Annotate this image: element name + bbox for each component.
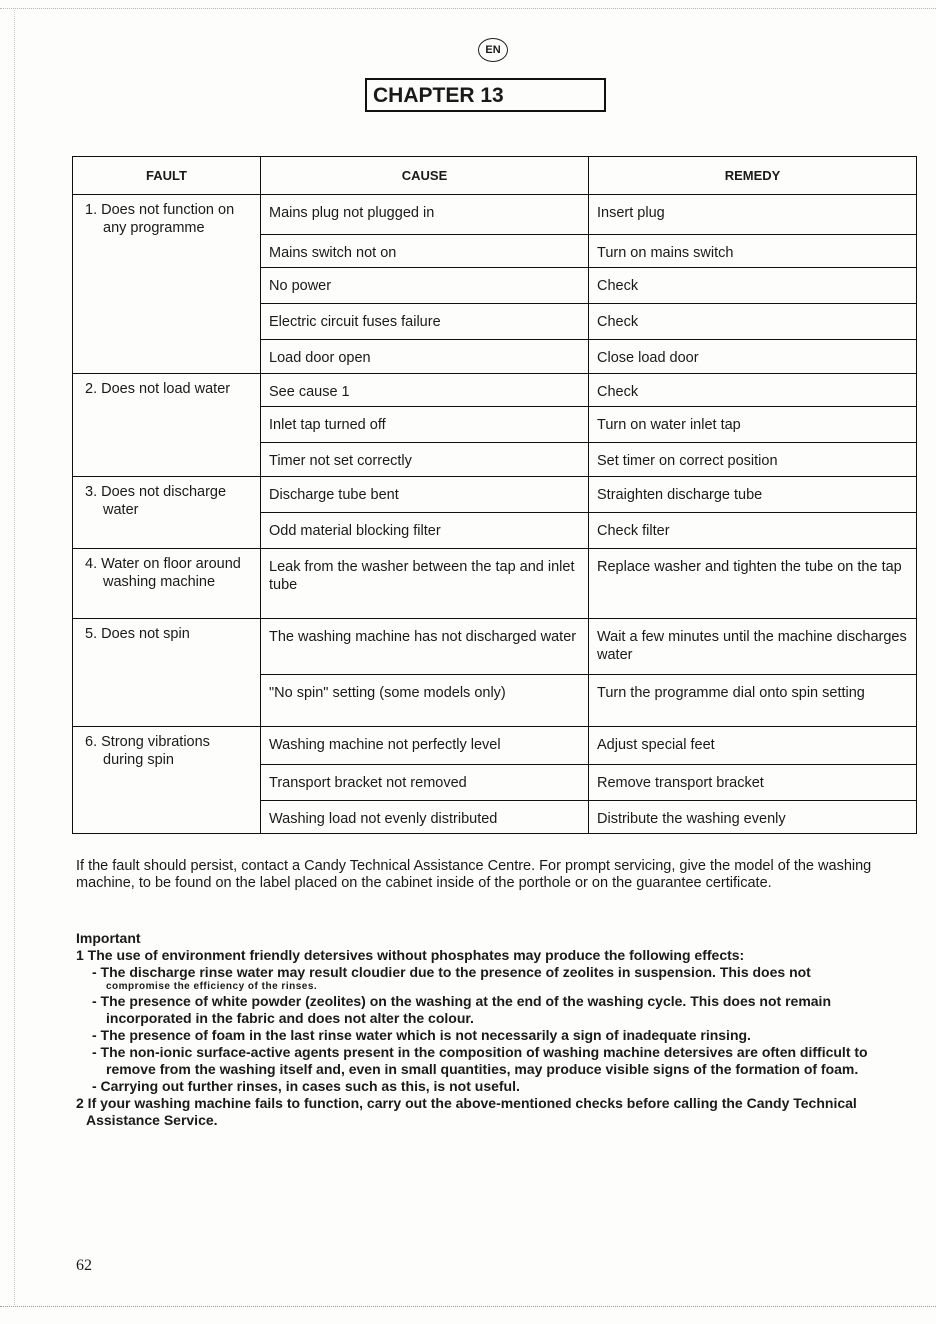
important-point-2: 2 If your washing machine fails to function, carry out the above-mentioned checks before calling the Candy Technical Assistance Service. xyxy=(76,1095,857,1128)
cause-cell: Washing machine not perfectly level xyxy=(261,727,589,765)
fault-label: 2. Does not load water xyxy=(85,381,231,397)
remedy-cell: Check xyxy=(589,374,917,407)
cause-cell: Mains plug not plugged in xyxy=(261,195,589,235)
cause-column-header: CAUSE xyxy=(261,157,589,195)
cause-cell: Discharge tube bent xyxy=(261,477,589,513)
important-section xyxy=(76,930,916,1129)
cause-cell: Odd material blocking filter xyxy=(261,513,589,549)
important-sub-1: - The discharge rinse water may result cloudier due to the presence of zeolites in suspension. This does not xyxy=(92,964,811,980)
fault-cell xyxy=(73,374,261,477)
table-row xyxy=(73,619,917,675)
fault-cell xyxy=(73,619,261,727)
cause-cell: No power xyxy=(261,268,589,304)
chapter-title: CHAPTER 13 xyxy=(365,78,606,112)
fault-cell xyxy=(73,477,261,549)
fault-cell xyxy=(73,549,261,619)
important-sub-2: - The presence of white powder (zeolites) on the washing at the end of the washing cycle. This does not remain incorporated in the fabric and does not alter the colour. xyxy=(92,993,831,1026)
scan-border-top xyxy=(0,8,936,9)
cause-cell: Leak from the washer between the tap and inlet tube xyxy=(261,549,589,619)
cause-cell: The washing machine has not discharged water xyxy=(261,619,589,675)
remedy-cell: Replace washer and tighten the tube on the tap xyxy=(589,549,917,619)
important-point-1: 1 The use of environment friendly detersives without phosphates may produce the following effects: xyxy=(76,947,745,963)
fault-label: 4. Water on floor around washing machine xyxy=(85,556,241,590)
remedy-cell: Wait a few minutes until the machine discharges water xyxy=(589,619,917,675)
remedy-cell: Close load door xyxy=(589,340,917,374)
remedy-cell: Insert plug xyxy=(589,195,917,235)
remedy-cell: Check xyxy=(589,268,917,304)
table-row xyxy=(73,195,917,235)
scan-border-left xyxy=(14,10,15,1305)
cause-cell: See cause 1 xyxy=(261,374,589,407)
fault-label: 6. Strong vibrations during spin xyxy=(85,734,210,768)
fault-label: 5. Does not spin xyxy=(85,626,190,642)
page-number: 62 xyxy=(76,1257,92,1274)
persistent-fault-note: If the fault should persist, contact a Candy Technical Assistance Centre. For prompt servicing, give the model of the washing machine, to be found on the label placed on the cabinet inside of the porthole or on the guarantee certificate. xyxy=(76,858,872,891)
cause-cell: Timer not set correctly xyxy=(261,443,589,477)
cause-cell: Load door open xyxy=(261,340,589,374)
fault-column-header: FAULT xyxy=(73,157,261,195)
remedy-cell: Adjust special feet xyxy=(589,727,917,765)
important-sub-5: - Carrying out further rinses, in cases such as this, is not useful. xyxy=(92,1078,520,1094)
table-header-row xyxy=(73,157,917,195)
remedy-cell: Remove transport bracket xyxy=(589,765,917,801)
fault-cell xyxy=(73,727,261,834)
remedy-column-header: REMEDY xyxy=(589,157,917,195)
fault-label: 3. Does not discharge water xyxy=(85,484,227,518)
cause-cell: Transport bracket not removed xyxy=(261,765,589,801)
cause-cell: Electric circuit fuses failure xyxy=(261,304,589,340)
remedy-cell: Distribute the washing evenly xyxy=(589,801,917,834)
language-badge: EN xyxy=(478,38,508,62)
remedy-cell: Check xyxy=(589,304,917,340)
remedy-cell: Straighten discharge tube xyxy=(589,477,917,513)
remedy-cell: Turn on mains switch xyxy=(589,235,917,268)
remedy-cell: Check filter xyxy=(589,513,917,549)
remedy-cell: Turn on water inlet tap xyxy=(589,407,917,443)
cause-cell: Mains switch not on xyxy=(261,235,589,268)
cause-cell: Washing load not evenly distributed xyxy=(261,801,589,834)
table-row xyxy=(73,727,917,765)
scan-border-bottom xyxy=(0,1306,936,1307)
important-sub-4: - The non-ionic surface-active agents present in the composition of washing machine detersives are often difficult to remove from the washing itself and, even in small quantities, may produce visible signs of the formation of foam. xyxy=(92,1044,868,1077)
table-row xyxy=(73,374,917,407)
table-row xyxy=(73,477,917,513)
remedy-cell: Turn the programme dial onto spin setting xyxy=(589,675,917,727)
table-row xyxy=(73,549,917,619)
cause-cell: Inlet tap turned off xyxy=(261,407,589,443)
fault-cell xyxy=(73,195,261,374)
table-body xyxy=(73,195,917,834)
important-heading: Important xyxy=(76,930,141,946)
troubleshooting-table xyxy=(72,156,917,834)
important-sub-1-continued: compromise the efficiency of the rinses. xyxy=(106,981,318,992)
cause-cell: "No spin" setting (some models only) xyxy=(261,675,589,727)
remedy-cell: Set timer on correct position xyxy=(589,443,917,477)
important-sub-3: - The presence of foam in the last rinse water which is not necessarily a sign of inadequate rinsing. xyxy=(92,1027,751,1043)
fault-label: 1. Does not function on any programme xyxy=(85,202,235,236)
